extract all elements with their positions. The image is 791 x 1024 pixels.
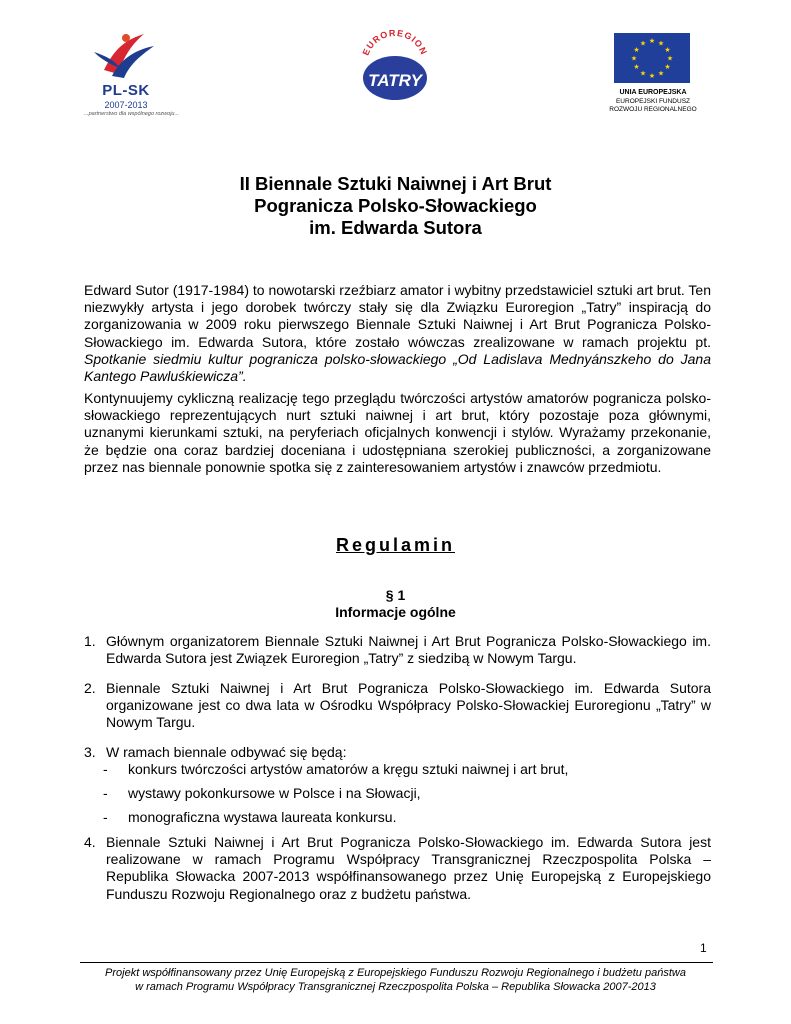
sub-list-item (103, 761, 568, 778)
intro-paragraph-1 (84, 282, 711, 385)
svg-text:EUROREGION (361, 30, 430, 57)
title-line-3: im. Edwarda Sutora (309, 217, 482, 238)
section-title: Informacje ogólne (335, 604, 456, 620)
intro-p1-text: Edward Sutor (1917-1984) to nowotarski rzeźbiarz amator i wybitny przedstawiciel sztuki art brut. Ten niezwykły artysta i jego dorobek twórczy stały się dla Związku Euroregion „Tatry” inspiracją do zorganizowania w 2009 roku pierwszego Biennale Sztuki Naiwnej i Art Brut Pogranicza Polsko-Słowackiego im. Edwarda Sutora, które zostało wówczas zrealizowane w ramach projektu pt. (84, 282, 711, 350)
plsk-motto: ...partnerstwo dla wspólnego rozwoju... (84, 111, 180, 117)
document-title (0, 173, 791, 239)
plsk-logo (84, 30, 180, 122)
svg-text:★: ★ (633, 46, 640, 54)
sub-list-text: monograficzna wystawa laureata konkursu. (128, 809, 397, 825)
list-item-text: Biennale Sztuki Naiwnej i Art Brut Pogranicza Polsko-Słowackiego im. Edwarda Sutora organizowane jest co dwa lata w Ośrodku Współpracy Polsko-Słowackiej Euroregionu „Tatry” w Nowym Targu. (106, 680, 711, 731)
title-line-2: Pogranicza Polsko-Słowackiego (254, 195, 537, 216)
footer-divider (80, 962, 713, 963)
sub-list-item (103, 809, 396, 826)
sub-list-item (103, 785, 421, 802)
list-item-text: W ramach biennale odbywać się będą: (106, 744, 347, 760)
title-line-1: II Biennale Sztuki Naiwnej i Art Brut (239, 173, 552, 194)
svg-text:★: ★ (639, 39, 647, 48)
list-item (84, 633, 711, 667)
list-item-number: 1. (84, 633, 96, 649)
svg-text:★: ★ (666, 54, 674, 63)
eu-label-development: ROZWOJU REGIONALNEGO (609, 106, 697, 113)
euroregion-tatry-logo (355, 30, 435, 102)
list-item (84, 680, 711, 732)
eu-flag-icon (614, 33, 690, 83)
svg-text:★: ★ (657, 39, 665, 48)
footer (0, 966, 791, 994)
list-item-number: 2. (84, 680, 96, 696)
plsk-years: 2007-2013 (104, 100, 148, 110)
svg-text:★: ★ (633, 63, 640, 71)
list-item-text: Biennale Sztuki Naiwnej i Art Brut Pogranicza Polsko-Słowackiego im. Edwarda Sutora jest realizowane w ramach Programu Współpracy Transgranicznej Rzeczpospolita Polska – Republika Słowacka 2007-2013 współfinansowanego przez Unię Europejską z Europejskiego Funduszu Rozwoju Regionalnego oraz z budżetu państwa. (106, 834, 711, 902)
list-item-number: 3. (84, 744, 96, 760)
footer-line-2: w ramach Programu Współpracy Transgranicznej Rzeczpospolita Polska – Republika Słowacka 2007-2013 (135, 981, 656, 993)
list-item-text: Głównym organizatorem Biennale Sztuki Naiwnej i Art Brut Pogranicza Polsko-Słowackiego im. Edwarda Sutora jest Związek Euroregion „Tatry” z siedzibą w Nowym Targu. (106, 633, 711, 667)
list-item (84, 834, 711, 903)
sub-list-dash: - (103, 809, 108, 825)
intro-paragraph-2: Kontynuujemy cykliczną realizację tego przeglądu twórczości artystów amatorów pogranicza polsko-słowackiego reprezentujących nurt sztuki naiwnej i art brut, który pozostaje poza głównymi, uznanymi kierunkami sztuki, na peryferiach oficjalnych konwencji i stylów. Wyrażamy przekonanie, że będzie ona coraz bardziej doceniana i udostępniana szerokiej publiczności, a zorganizowane przez nas biennale ponownie spotka się z zainteresowaniem artystów i znawców przedmiotu. (84, 390, 711, 475)
sub-list-text: konkurs twórczości artystów amatorów a kręgu sztuki naiwnej i art brut, (128, 761, 569, 777)
svg-text:★: ★ (639, 69, 647, 78)
svg-text:★: ★ (664, 63, 671, 71)
intro-p1-italic: Spotkanie siedmiu kultur pogranicza polsko-słowackiego „Od Ladislava Mednyánszkeho do Jana Kantego Pawluśkiewicza”. (84, 350, 711, 385)
section-number: § 1 (385, 587, 406, 603)
regulamin-heading: Regulamin (335, 535, 455, 555)
page-number: 1 (700, 941, 707, 955)
tatry-name: TATRY (368, 71, 422, 90)
svg-text:★: ★ (664, 46, 671, 54)
svg-text:★: ★ (630, 54, 638, 63)
eu-label-fund: EUROPEJSKI FUNDUSZ (615, 98, 691, 105)
svg-text:★: ★ (657, 69, 665, 78)
list-item-number: 4. (84, 834, 96, 850)
tatry-arc-text: EUROREGION (360, 30, 430, 57)
sub-list-dash: - (103, 785, 108, 801)
plsk-figure-icon (84, 30, 168, 82)
sub-list-text: wystawy pokonkursowe w Polsce i na Słowacji, (128, 785, 421, 801)
list-item (84, 744, 711, 761)
footer-line-1: Projekt współfinansowany przez Unię Europejską z Europejskiego Funduszu Rozwoju Regionalnego i budżetu państwa (105, 967, 686, 979)
tatry-emblem-icon (355, 30, 435, 102)
eu-logo (603, 33, 703, 117)
svg-text:★: ★ (648, 72, 656, 80)
eu-label-union: UNIA EUROPEJSKA (619, 89, 687, 96)
sub-list-dash: - (103, 761, 108, 777)
plsk-name: PL-SK (102, 82, 150, 99)
svg-text:★: ★ (648, 37, 656, 45)
